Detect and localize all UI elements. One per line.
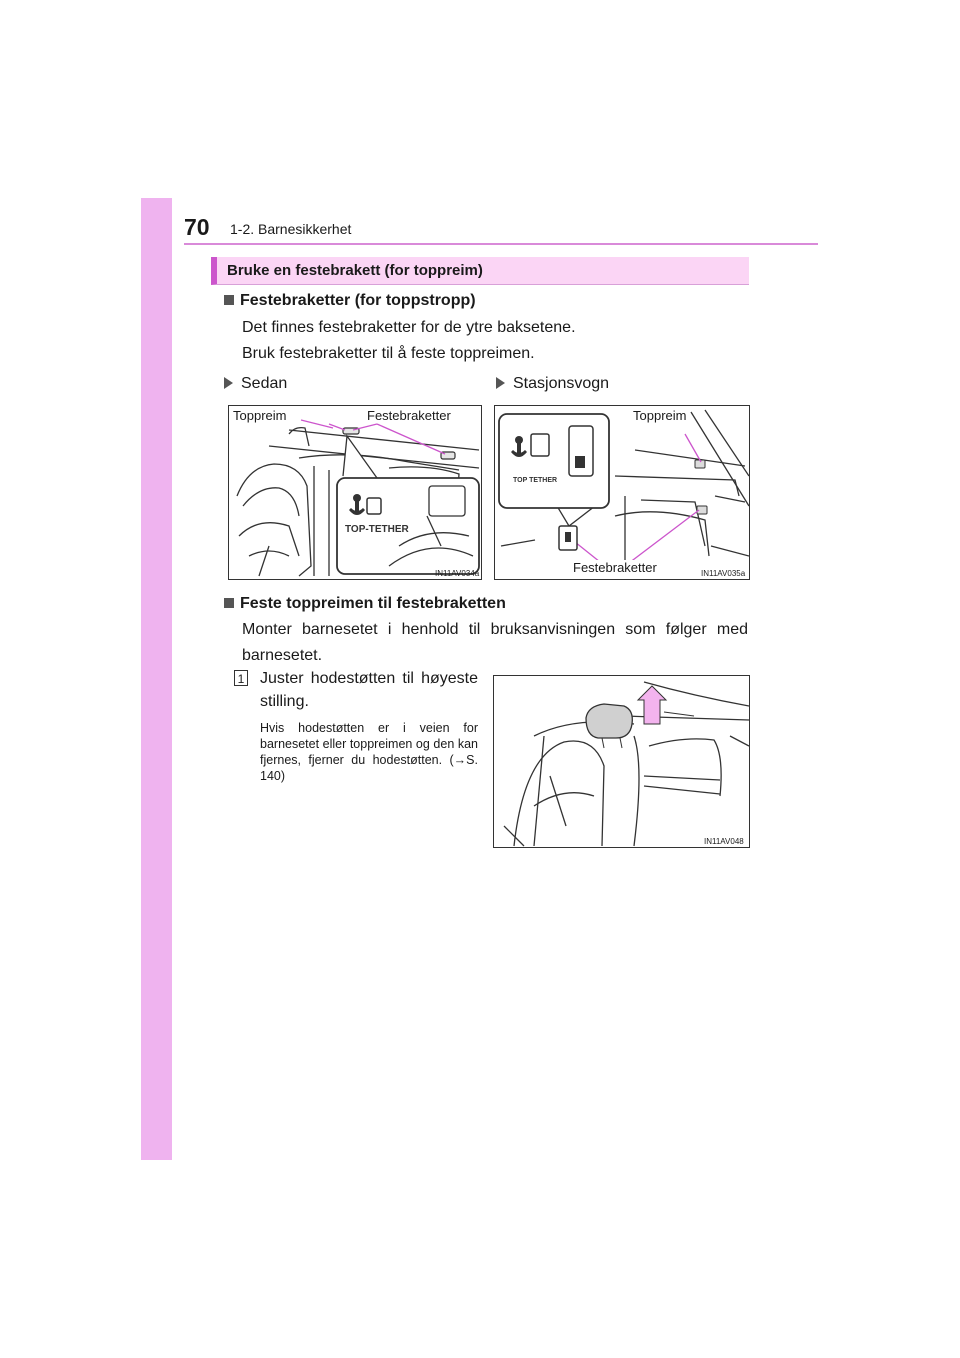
sedan-figure-code: IN11AV034a (435, 569, 480, 578)
label-wagon (496, 375, 609, 393)
figure-headrest (493, 675, 750, 848)
figure-sedan (228, 405, 482, 580)
chapter-sidebar-tab (141, 198, 172, 1160)
wagon-illustration (495, 406, 750, 580)
triangle-bullet-icon (496, 377, 505, 389)
step-1-text: Juster hodestøtten til høyeste stilling. (260, 670, 478, 710)
step-number-badge: 1 (234, 670, 248, 686)
brackets-line-1: Det finnes festebraketter for de ytre baksetene. (242, 319, 576, 336)
page-number: 70 (184, 214, 210, 240)
wagon-emblem-text: TOP TETHER (513, 477, 558, 484)
square-bullet-icon (224, 598, 234, 608)
triangle-bullet-icon (224, 377, 233, 389)
subheading-attach (224, 595, 506, 613)
brackets-line-2: Bruk festebraketter til å feste toppreimen. (242, 345, 535, 362)
headrest-illustration (494, 676, 750, 848)
chapter-title: 1-2. Barnesikkerhet (230, 221, 352, 237)
headrest-figure-code: IN11AV048 (704, 837, 744, 846)
label-sedan-text: Sedan (241, 375, 288, 392)
wagon-figure-code: IN11AV035a (701, 569, 746, 578)
subheading-brackets (224, 292, 476, 310)
wagon-callout-bracket: Festebraketter (573, 560, 657, 575)
wagon-callout-strap: Toppreim (633, 408, 687, 423)
section-heading (211, 257, 749, 285)
sedan-callout-bracket: Festebraketter (367, 408, 451, 423)
subheading-attach-text: Feste toppreimen til festebraketten (240, 595, 506, 612)
up-arrow-icon (638, 686, 666, 724)
sedan-illustration (229, 406, 482, 580)
figure-wagon (494, 405, 750, 580)
header-rule (184, 243, 818, 245)
section-heading-text: Bruke en festebrakett (for toppreim) (227, 262, 483, 279)
attach-paragraph: Monter barnesetet i henhold til bruksanvisningen som følger med barnesetet. (242, 621, 748, 664)
sedan-emblem-text: TOP-TETHER (345, 524, 409, 535)
label-sedan (224, 375, 287, 393)
square-bullet-icon (224, 295, 234, 305)
step-1-note: Hvis hodestøtten er i veien for barnesetet eller toppreimen og den kan fjernes, fjerner du hodestøtten. (→S. 140) (260, 721, 478, 783)
label-wagon-text: Stasjonsvogn (513, 375, 610, 392)
sedan-callout-strap: Toppreim (233, 408, 287, 423)
subheading-brackets-text: Festebraketter (for toppstropp) (240, 292, 476, 309)
